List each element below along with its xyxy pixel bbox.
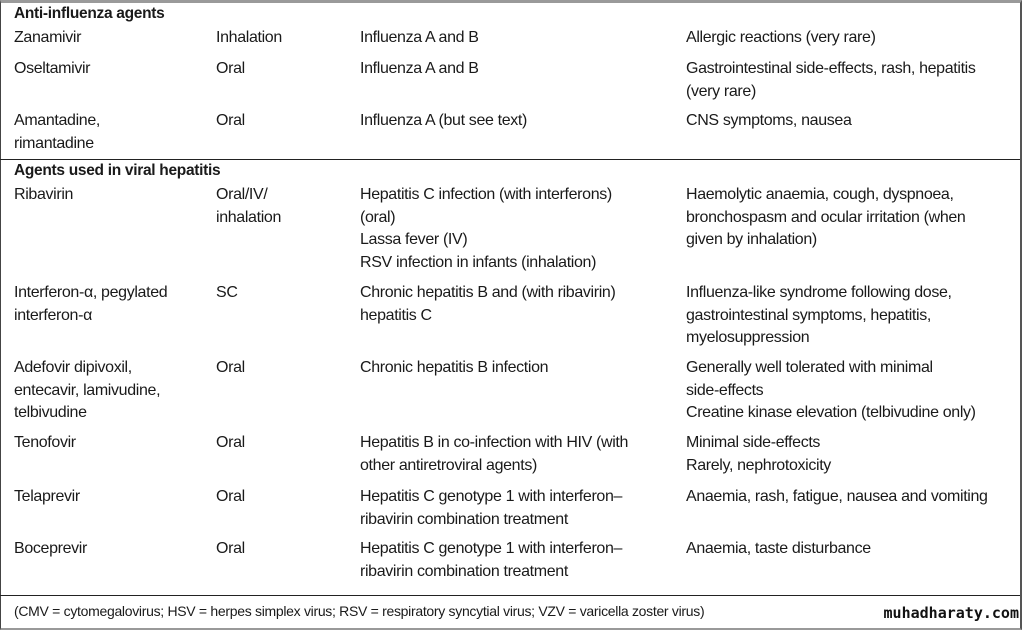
cell-line: Oral — [216, 359, 245, 376]
effects-cell — [686, 486, 1016, 509]
effects-cell — [686, 432, 1016, 477]
effects-cell — [686, 184, 1016, 252]
use-cell — [360, 486, 680, 531]
effects-cell — [686, 282, 1016, 350]
cell-line: Oral — [216, 112, 245, 129]
use-cell — [360, 27, 680, 50]
cell-line: CNS symptoms, nausea — [686, 112, 852, 129]
cell-line: given by inhalation) — [686, 231, 817, 248]
route-cell — [216, 27, 356, 50]
cell-line: Oral — [216, 488, 245, 505]
cell-line: rimantadine — [14, 134, 94, 152]
cell-line: hepatitis C — [360, 306, 432, 324]
drug-cell — [14, 282, 209, 327]
cell-line: Oseltamivir — [14, 60, 91, 77]
cell-line: Ribavirin — [14, 186, 74, 203]
cell-line: Amantadine, — [14, 112, 100, 129]
use-cell — [360, 432, 680, 477]
effects-cell — [686, 357, 1016, 425]
route-cell — [216, 486, 356, 509]
cell-line: Telaprevir — [14, 488, 80, 505]
cell-line: Anaemia, rash, fatigue, nausea and vomiting — [686, 488, 988, 505]
cell-line: telbivudine — [14, 404, 87, 421]
cell-line: gastrointestinal symptoms, hepatitis, — [686, 306, 931, 324]
route-cell — [216, 184, 356, 229]
cell-line: Hepatitis C genotype 1 with interferon– — [360, 540, 623, 557]
cell-line: Influenza A and B — [360, 29, 479, 46]
cell-line: Inhalation — [216, 29, 282, 46]
cell-line: entecavir, lamivudine, — [14, 381, 161, 399]
route-cell — [216, 432, 356, 455]
cell-line: Lassa fever (IV) — [360, 231, 468, 248]
section-divider — [0, 159, 1020, 160]
effects-cell — [686, 538, 1016, 561]
effects-cell — [686, 110, 1016, 133]
route-cell — [216, 282, 356, 305]
drug-cell — [14, 184, 209, 207]
cell-line: Minimal side-effects — [686, 434, 821, 451]
footnote-divider — [0, 595, 1020, 596]
cell-line: (very rare) — [686, 82, 756, 100]
cell-line: other antiretroviral agents) — [360, 456, 537, 474]
use-cell — [360, 538, 680, 583]
use-cell — [360, 184, 680, 274]
use-cell — [360, 58, 680, 81]
cell-line: Oral — [216, 540, 245, 557]
use-cell — [360, 282, 680, 327]
cell-line: RSV infection in infants (inhalation) — [360, 253, 597, 271]
cell-line: Oral — [216, 60, 245, 77]
cell-line: Gastrointestinal side-effects, rash, hepatitis — [686, 60, 976, 77]
cell-line: Hepatitis C genotype 1 with interferon– — [360, 488, 623, 505]
cell-line: Influenza-like syndrome following dose, — [686, 284, 952, 301]
cell-line: Boceprevir — [14, 540, 87, 557]
drug-cell — [14, 486, 209, 509]
cell-line: inhalation — [216, 208, 282, 226]
cell-line: Interferon-α, pegylated — [14, 284, 168, 301]
cell-line: Hepatitis C infection (with interferons) — [360, 186, 612, 203]
route-cell — [216, 357, 356, 380]
use-cell — [360, 110, 680, 133]
watermark: muhadharaty.com — [883, 604, 1019, 622]
section-heading: Anti-influenza agents — [14, 5, 165, 22]
drug-cell — [14, 110, 209, 155]
cell-line: ribavirin combination treatment — [360, 510, 568, 528]
cell-line: bronchospasm and ocular irritation (when — [686, 208, 966, 226]
cell-line: Rarely, nephrotoxicity — [686, 456, 831, 474]
route-cell — [216, 538, 356, 561]
route-cell — [216, 58, 356, 81]
section-heading: Agents used in viral hepatitis — [14, 162, 221, 179]
cell-line: Generally well tolerated with minimal — [686, 359, 933, 376]
cell-line: (oral) — [360, 208, 396, 226]
cell-line: Oral/IV/ — [216, 186, 268, 203]
cell-line: Adefovir dipivoxil, — [14, 359, 132, 376]
effects-cell — [686, 58, 1016, 103]
route-cell — [216, 110, 356, 133]
use-cell — [360, 357, 680, 380]
drug-cell — [14, 432, 209, 455]
cell-line: myelosuppression — [686, 329, 810, 346]
cell-line: Chronic hepatitis B and (with ribavirin) — [360, 284, 616, 301]
cell-line: Hepatitis B in co-infection with HIV (with — [360, 434, 629, 451]
cell-line: Zanamivir — [14, 29, 82, 46]
cell-line: Chronic hepatitis B infection — [360, 359, 549, 376]
footnote: (CMV = cytomegalovirus; HSV = herpes simplex virus; RSV = respiratory syncytial virus; VZV = varicella zoster virus) — [14, 603, 705, 619]
cell-line: interferon-α — [14, 306, 92, 324]
drug-cell — [14, 58, 209, 81]
cell-line: Anaemia, taste disturbance — [686, 540, 871, 557]
cell-line: Tenofovir — [14, 434, 76, 451]
cell-line: Creatine kinase elevation (telbivudine only) — [686, 404, 976, 421]
drug-cell — [14, 27, 209, 50]
drug-cell — [14, 357, 209, 425]
cell-line: Allergic reactions (very rare) — [686, 29, 876, 46]
cell-line: Oral — [216, 434, 245, 451]
effects-cell — [686, 27, 1016, 50]
cell-line: Influenza A (but see text) — [360, 112, 528, 129]
cell-line: Influenza A and B — [360, 60, 479, 77]
cell-line: Haemolytic anaemia, cough, dyspnoea, — [686, 186, 954, 203]
drug-cell — [14, 538, 209, 561]
cell-line: SC — [216, 284, 238, 301]
cell-line: ribavirin combination treatment — [360, 562, 568, 580]
cell-line: side-effects — [686, 381, 764, 399]
